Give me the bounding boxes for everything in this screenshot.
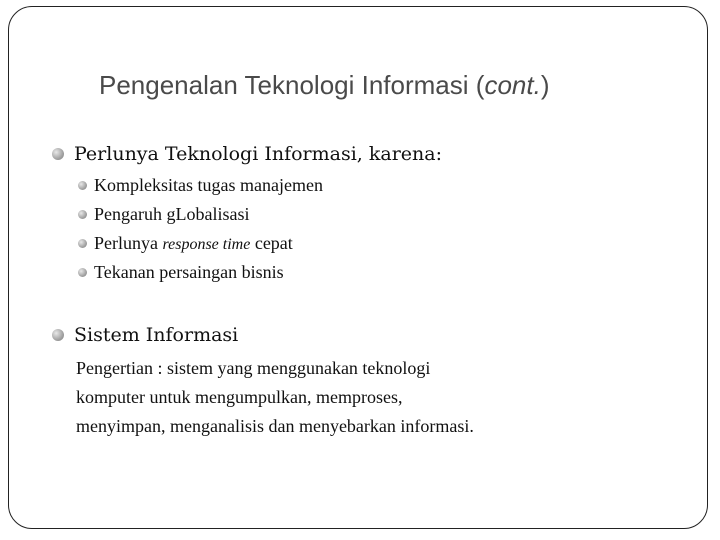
list-item-text: Pengaruh gLobalisasi	[94, 204, 250, 224]
list-item	[78, 262, 284, 283]
bullet-icon	[78, 210, 87, 219]
title-italic-text: cont.	[484, 70, 541, 100]
section-heading-text: Sistem Informasi	[74, 324, 239, 346]
title-text: Pengenalan Teknologi Informasi (	[99, 70, 485, 100]
section-heading-perlunya	[52, 143, 442, 165]
bullet-icon	[78, 268, 87, 277]
list-item	[78, 175, 323, 196]
section-heading-text: Perlunya Teknologi Informasi, karena:	[74, 143, 443, 165]
list-item-text	[94, 233, 293, 254]
section-heading-sistem	[52, 324, 238, 346]
list-item-text: Tekanan persaingan bisnis	[94, 262, 284, 282]
list-item-text: Kompleksitas tugas manajemen	[94, 175, 323, 195]
list-item	[78, 204, 249, 225]
definition-paragraph: Pengertian : sistem yang menggunakan teknologi komputer untuk mengumpulkan, memproses, menyimpan, menganalisis dan menyebarkan informasi.	[76, 358, 474, 436]
list-item-text-post: cepat	[250, 233, 293, 253]
slide-title	[99, 70, 549, 101]
bullet-icon	[78, 181, 87, 190]
list-item-italic-text: response time	[162, 236, 251, 253]
list-item	[78, 233, 293, 254]
bullet-icon	[78, 239, 87, 248]
title-close-paren: )	[540, 70, 550, 100]
bullet-icon	[52, 329, 64, 341]
list-item-text-pre: Perlunya	[94, 233, 163, 253]
bullet-icon	[52, 148, 64, 160]
